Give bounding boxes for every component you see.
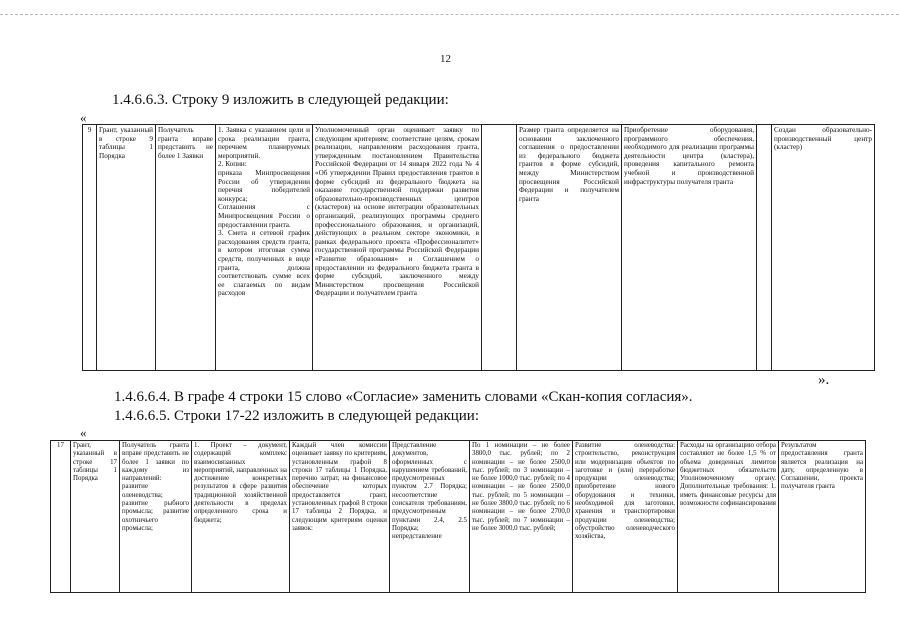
quote-open-2: « <box>80 425 87 440</box>
section-heading-3: 1.4.6.6.5. Строки 17-22 изложить в следующей редакции: <box>114 408 480 424</box>
grant-size-cell: По 1 номинации – не более 3800,0 тыс. рублей; по 2 номинации – не более 2500,0 тыс. рублей; по 3 номинации – не более 1000,0 тыс. рублей; по 4 номинации – не более 2500,0 тыс. рублей; по 5 номинации – не более 3800,0 тыс. рублей; по 6 номинации – не более 2700,0 тыс. рублей; по 7 номинации – не более 3000,0 тыс. рублей; <box>470 441 573 593</box>
documents-cell: 1. Проект – документ, содержащий комплекс взаимосвязанных мероприятий, направленных на достижение конкретных результатов в сфере развития традиционной хозяйственной деятельности в пределах определенного срока и бюджета; <box>192 441 290 593</box>
expenses-cell: Развитие оленеводства: строительство, реконструкция или модернизация объектов по заготовке и (или) переработке продукции оленеводства; приобретение нового оборудования и техники, необходимой для заготовки, хранения и транспортировки продукции оленеводства; обустройство оленеводческого хозяйства, <box>573 441 678 593</box>
row-number-cell: 9 <box>83 125 97 371</box>
documents-cell: 1. Заявка с указанием цели и срока реализации гранта, перечнем планируемых мероприятий. 2. Копии: приказа Минпросвещения России об утверждении перечня победителей конкурса; Соглашения с Минпросвещения России о предоставлении гранта. 3. Смета и сетевой график расходования средств гранта, в котором итоговая сумма средств, полученных в виде гранта, должна соответствовать сумме всех ее слагаемых по видам расходов <box>216 125 313 371</box>
result-cell: Результатом предоставления гранта является реализация на дату, определенную в Соглашении, проекта получателя гранта <box>779 441 866 593</box>
applicant-limit-cell: Получатель гранта вправе представить не более 1 заявки по каждому из направлений: развитие оленеводства; развитие рыбного промысла; развитие охотничьего промысла; <box>120 441 192 593</box>
page-top-border <box>0 14 899 15</box>
empty-cell <box>757 125 772 371</box>
grant-size-cell: Размер гранта определяется на основании заключенного соглашения о предоставлении из федерального бюджета грантов в форме субсидий, между Министерством просвещения Российской Федерации и получателем гранта <box>517 125 622 371</box>
quote-close: ». <box>818 372 830 388</box>
rejection-grounds-cell: Представление документов, оформленных с нарушением требований, предусмотренных пунктом 2.7 Порядка; несоответствие соискателя требованиям, предусмотренным пунктами 2.4, 2.5 Порядка; непредставление <box>390 441 470 593</box>
page-number: 12 <box>440 53 451 65</box>
expenses-cell: Приобретение оборудования, программного обеспечения, необходимого для реализации программы деятельности центра (кластера), проведения капитального ремонта учебной и производственной инфраструктуры получателя гранта <box>622 125 757 371</box>
row-number-cell: 17 <box>51 441 71 593</box>
criteria-cell: Уполномоченный орган оценивает заявку по следующим критериям: соответствие целям, срокам реализации, направлениям расходования гранта, утвержденным постановлением Правительства Российской Федерации от 14 января 2022 года № 4 «Об утверждении Правил предоставления грантов в форме субсидий из федерального бюджета на оказание государственной поддержки развития образовательно-производственных центров (кластеров) на основе интеграции образовательных организаций, реализующих программы среднего профессионального образования, и организаций, действующих в реальном секторе экономики, в рамках федерального проекта «Профессионалитет» государственной программы Российской Федерации «Развитие образования» и Соглашением о предоставлении из федерального бюджета гранта в форме субсидий, заключенного между Министерством просвещения Российской Федерации и получателем гранта <box>313 125 482 371</box>
section-heading-1: 1.4.6.6.3. Строку 9 изложить в следующей редакции: <box>112 92 449 108</box>
applicant-limit-cell: Получатель гранта вправе представить не более 1 Заявки <box>156 125 216 371</box>
result-cell: Создан образовательно-производственный центр (кластер) <box>772 125 875 371</box>
criteria-cell: Каждый член комиссии оценивает заявку по критериям, установленным графой 8 строки 17 таблицы 1 Порядка, перечню затрат, на финансовое обеспечение которых предоставляется грант, установленных графой 8 строки 17 таблицы 2 Порядка, и следующим критериям оценки заявок: <box>290 441 390 593</box>
requirements-cell: Расходы на организацию отбора составляют не более 1,5 % от объема доведенных лимитов бюджетных обязательств Уполномоченному органу. Дополнительные требования: 1. иметь финансовые ресурсы для возможности софинансирования <box>678 441 779 593</box>
table-row-9 <box>82 124 875 371</box>
grant-name-cell: Грант, указанный в строке 9 таблицы 1 Порядка <box>97 125 156 371</box>
table-row-17 <box>50 440 866 593</box>
quote-open-1: « <box>80 110 87 125</box>
grant-name-cell: Грант, указанный в строке 17 таблицы 1 Порядка <box>71 441 120 593</box>
empty-cell <box>482 125 517 371</box>
section-heading-2: 1.4.6.6.4. В графе 4 строки 15 слово «Согласие» заменить словами «Скан-копия согласия». <box>114 389 693 405</box>
